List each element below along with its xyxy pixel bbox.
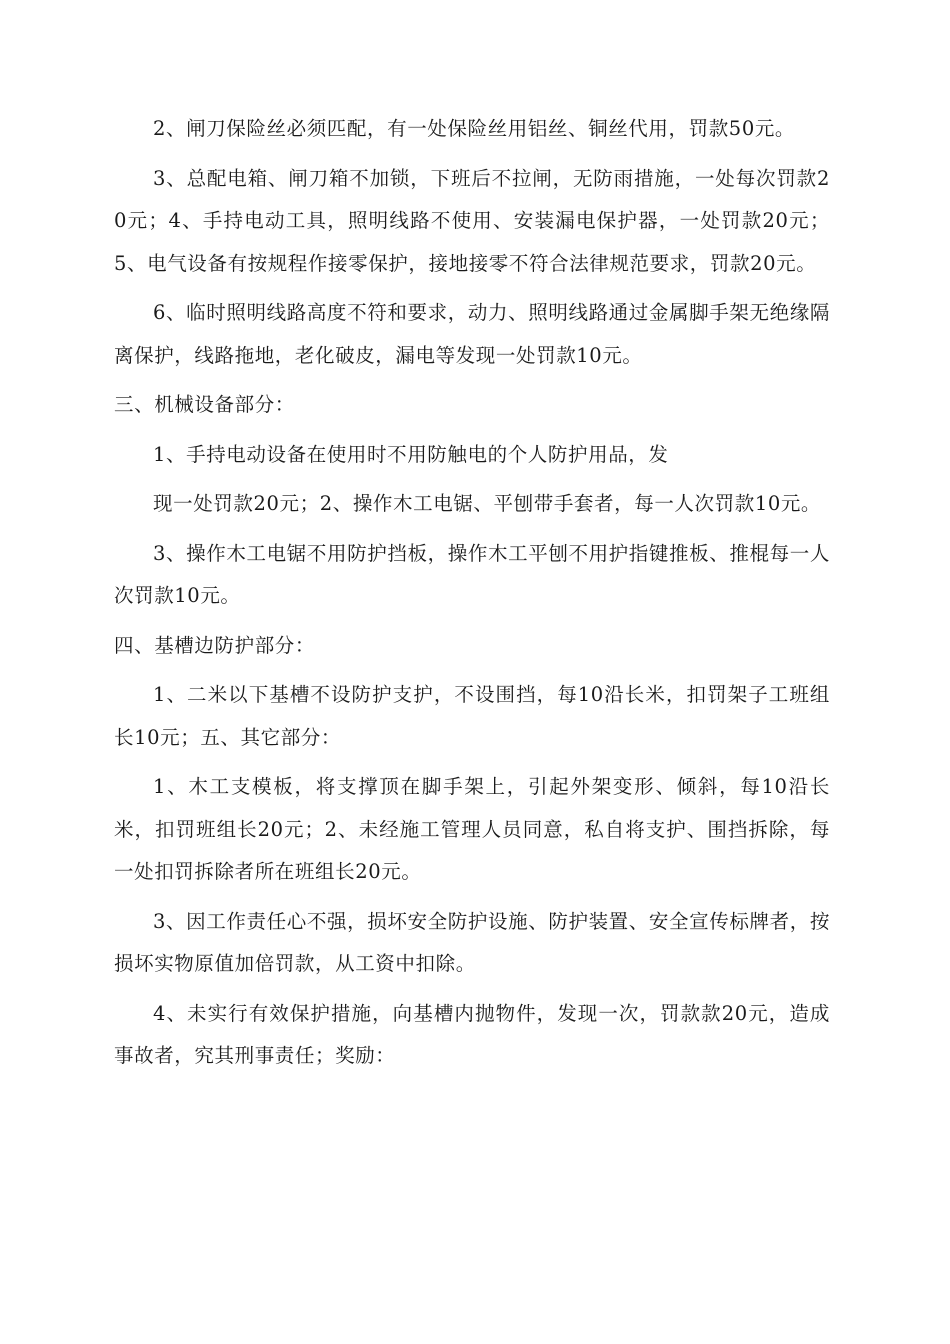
paragraph-distribution-box-rule: 3、总配电箱、闸刀箱不加锁，下班后不拉闸，无防雨措施，一处每次罚款20元；4、手持电动工具，照明线路不使用、安装漏电保护器，一处罚款20元；5、电气设备有按规程作接零保护，接地接零不符合法律规范要求，罚款20元。 — [114, 166, 830, 275]
paragraph-throwing-objects-rule: 4、未实行有效保护措施，向基槽内抛物件，发现一次，罚款款20元，造成事故者，究其刑事责任；奖励： — [114, 1001, 830, 1067]
section-heading-trench-protection: 四、基槽边防护部分： — [114, 633, 316, 657]
section-heading-machinery: 三、机械设备部分： — [114, 393, 295, 416]
paragraph-trench-support-rule: 1、二米以下基槽不设防护支护，不设围挡，每10沿长米，扣罚架子工班组长10元；五、其它部分： — [114, 683, 830, 749]
paragraph-fuse-rule: 2、闸刀保险丝必须匹配，有一处保险丝用铝丝、铜丝代用，罚款50元。 — [153, 117, 796, 140]
paragraph-woodworking-guard-rule: 3、操作木工电锯不用防护挡板，操作木工平刨不用护指键推板、推棍每一人次罚款10元。 — [114, 541, 830, 607]
paragraph-damage-rule: 3、因工作责任心不强，损坏安全防护设施、防护装置、安全宣传标牌者，按损坏实物原值加倍罚款，从工资中扣除。 — [114, 909, 830, 975]
paragraph-handheld-equipment-rule: 1、手持电动设备在使用时不用防触电的个人防护用品，发 — [153, 442, 669, 466]
paragraph-handheld-equipment-continued: 现一处罚款20元；2、操作木工电锯、平刨带手套者，每一人次罚款10元。 — [153, 492, 822, 515]
paragraph-lighting-line-rule: 6、临时照明线路高度不符和要求，动力、照明线路通过金属脚手架无绝缘隔离保护，线路拖地，老化破皮，漏电等发现一处罚款10元。 — [114, 301, 830, 367]
paragraph-formwork-rule: 1、木工支模板，将支撑顶在脚手架上，引起外架变形、倾斜，每10沿长米，扣罚班组长20元；2、未经施工管理人员同意，私自将支护、围挡拆除，每一处扣罚拆除者所在班组长20元。 — [114, 775, 830, 883]
document-body — [114, 108, 830, 1085]
